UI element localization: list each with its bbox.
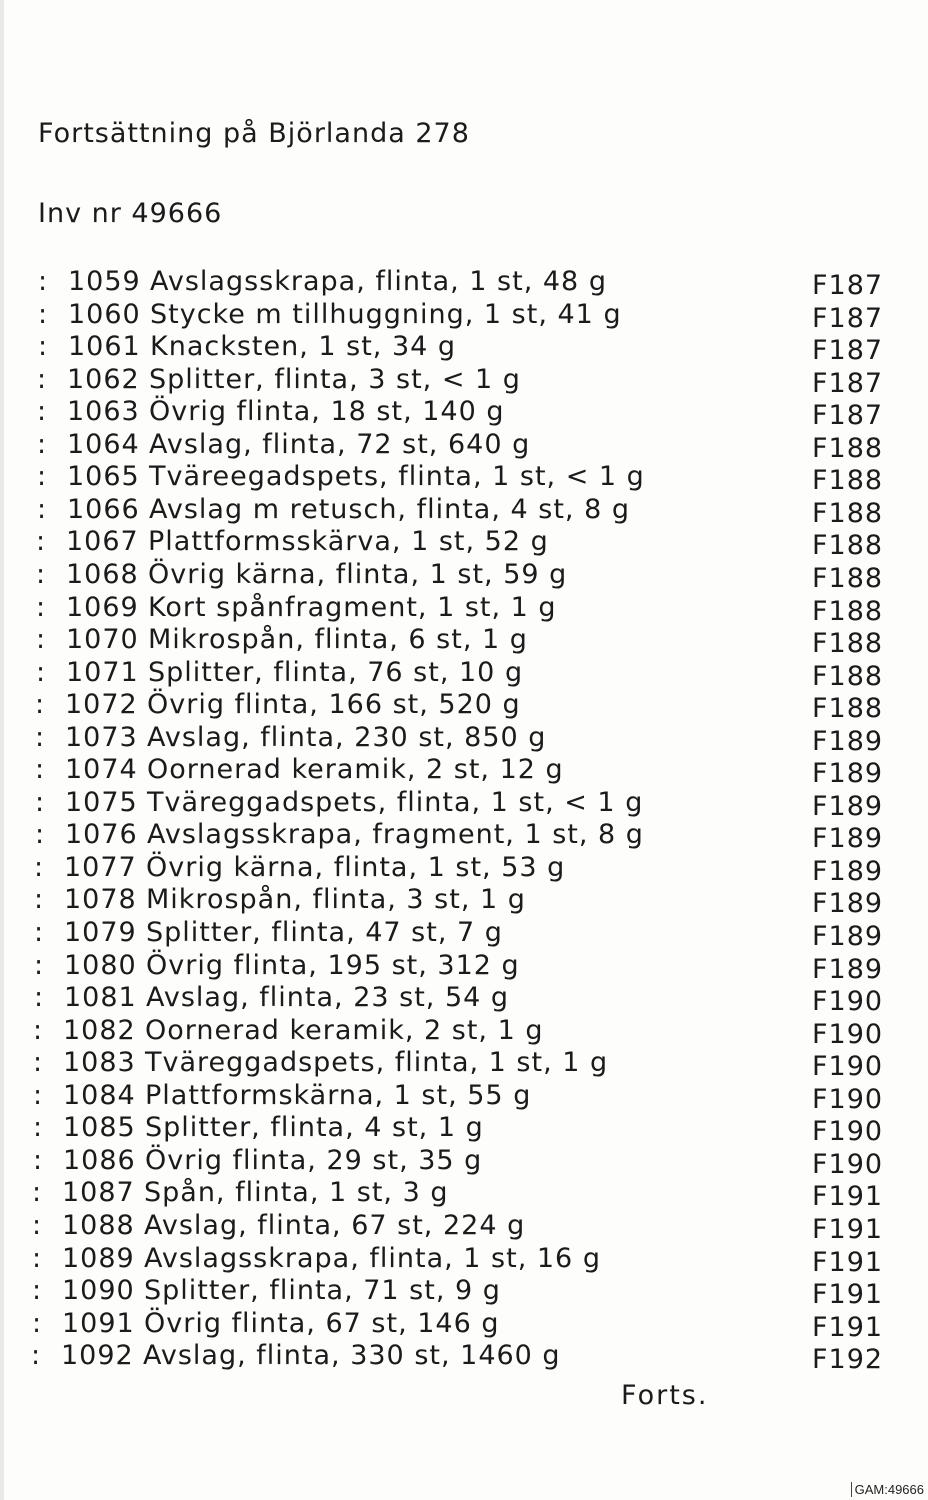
item-number: 1081 [64, 982, 137, 1014]
list-item [38, 331, 898, 367]
list-item [33, 1079, 893, 1115]
list-item [37, 428, 897, 464]
item-number: 1063 [67, 396, 140, 428]
item-colon: : [34, 884, 45, 916]
item-description: Övrig flinta, 195 st, 312 g [146, 949, 520, 981]
item-description: Tväreggadspets, flinta, 1 st, < 1 g [147, 786, 644, 818]
item-find-code: F189 [812, 823, 884, 855]
item-colon: : [36, 558, 47, 590]
item-colon: : [32, 1242, 43, 1274]
page-edge [0, 0, 4, 1500]
item-colon: : [34, 851, 45, 883]
item-number: 1087 [62, 1177, 135, 1209]
item-colon: : [35, 754, 46, 786]
item-find-code: F191 [812, 1246, 884, 1278]
item-description: Mikrospån, flinta, 3 st, 1 g [146, 884, 526, 916]
item-number: 1062 [67, 363, 140, 395]
item-description: Splitter, flinta, 4 st, 1 g [145, 1112, 484, 1144]
item-colon: : [35, 786, 46, 818]
item-find-code: F188 [812, 660, 884, 692]
inventory-number: Inv nr 49666 [38, 198, 223, 229]
continued-note: Forts. [621, 1380, 709, 1411]
list-item [36, 624, 896, 660]
item-number: 1086 [63, 1144, 136, 1176]
list-item [35, 786, 895, 822]
item-description: Avslag, flinta, 72 st, 640 g [149, 428, 531, 460]
item-number: 1078 [64, 884, 137, 916]
item-find-code: F187 [812, 302, 884, 334]
item-colon: : [37, 396, 48, 428]
item-find-code: F191 [812, 1279, 884, 1311]
list-item [34, 851, 894, 887]
list-item [37, 493, 897, 529]
item-find-code: F188 [812, 595, 884, 627]
item-find-code: F191 [812, 1181, 884, 1213]
item-colon: : [32, 1177, 43, 1209]
item-find-code: F189 [812, 953, 884, 985]
list-item [34, 982, 894, 1018]
list-item [36, 526, 896, 562]
item-description: Övrig flinta, 67 st, 146 g [144, 1307, 500, 1339]
item-colon: : [38, 331, 49, 363]
item-number: 1076 [65, 819, 138, 851]
item-find-code: F189 [812, 921, 884, 952]
item-find-code: F190 [812, 1018, 884, 1050]
item-colon: : [36, 624, 47, 656]
item-find-code: F190 [812, 1051, 884, 1083]
item-description: Övrig kärna, flinta, 1 st, 53 g [146, 851, 566, 883]
item-find-code: F192 [812, 1344, 884, 1376]
item-description: Övrig kärna, flinta, 1 st, 59 g [148, 558, 568, 590]
item-colon: : [37, 428, 48, 460]
item-find-code: F189 [812, 758, 884, 790]
item-number: 1090 [62, 1275, 135, 1307]
item-find-code: F188 [812, 562, 884, 594]
item-number: 1067 [66, 526, 139, 558]
archive-stamp: GAM:49666 [851, 1482, 924, 1497]
item-colon: : [32, 1209, 43, 1241]
item-number: 1066 [67, 493, 140, 525]
item-number: 1085 [63, 1112, 136, 1144]
list-item [38, 266, 898, 301]
list-item [37, 461, 897, 497]
item-description: Avslag, flinta, 230 st, 850 g [147, 721, 547, 753]
item-find-code: F191 [812, 1311, 884, 1343]
item-find-code: F187 [812, 367, 884, 399]
item-colon: : [33, 1144, 44, 1176]
item-number: 1065 [67, 461, 140, 493]
item-colon: : [32, 1275, 43, 1307]
item-number: 1061 [68, 331, 141, 363]
item-description: Övrig flinta, 29 st, 35 g [145, 1144, 483, 1176]
item-colon: : [33, 1047, 44, 1079]
item-number: 1082 [63, 1014, 136, 1046]
list-item [35, 689, 895, 725]
item-description: Avslag, flinta, 23 st, 54 g [146, 982, 510, 1014]
item-colon: : [32, 1307, 43, 1339]
list-item [32, 1177, 892, 1213]
item-colon: : [34, 982, 45, 1014]
item-find-code: F188 [812, 530, 884, 562]
item-colon: : [35, 819, 46, 851]
list-item [33, 1047, 893, 1083]
list-item [32, 1242, 892, 1278]
item-colon: : [37, 363, 48, 395]
item-description: Avslag m retusch, flinta, 4 st, 8 g [149, 493, 630, 525]
list-item [37, 396, 897, 432]
list-item [38, 298, 898, 334]
item-colon: : [34, 917, 45, 948]
item-description: Övrig flinta, 166 st, 520 g [147, 689, 521, 721]
item-colon: : [37, 461, 48, 493]
item-find-code: F188 [812, 465, 884, 497]
item-description: Tväreggadspets, flinta, 1 st, 1 g [145, 1047, 609, 1079]
list-item [35, 721, 895, 757]
list-item [32, 1275, 892, 1311]
item-find-code: F190 [812, 1148, 884, 1180]
item-colon: : [36, 526, 47, 558]
item-description: Mikrospån, flinta, 6 st, 1 g [148, 624, 528, 656]
item-description: Avslagsskrapa, flinta, 1 st, 48 g [150, 266, 607, 297]
item-number: 1088 [62, 1209, 135, 1241]
item-description: Tväreegadspets, flinta, 1 st, < 1 g [149, 461, 645, 493]
list-item [33, 1112, 893, 1148]
list-item [33, 1014, 893, 1050]
item-colon: : [31, 1340, 42, 1372]
item-colon: : [34, 949, 45, 981]
item-find-code: F189 [812, 725, 884, 757]
item-description: Oornerad keramik, 2 st, 1 g [145, 1014, 544, 1046]
item-colon: : [38, 298, 49, 330]
item-number: 1059 [68, 266, 141, 297]
item-description: Avslag, flinta, 330 st, 1460 g [143, 1340, 561, 1372]
item-description: Stycke m tillhuggning, 1 st, 41 g [150, 298, 622, 330]
item-find-code: F188 [812, 497, 884, 529]
item-number: 1092 [61, 1340, 134, 1372]
item-number: 1071 [66, 656, 139, 688]
item-colon: : [35, 721, 46, 753]
list-item [32, 1307, 892, 1343]
list-item [34, 917, 894, 952]
item-find-code: F189 [812, 888, 884, 920]
item-number: 1075 [65, 786, 138, 818]
list-item [37, 363, 897, 399]
list-item [31, 1340, 891, 1376]
item-find-code: F188 [812, 432, 884, 464]
item-find-code: F187 [812, 335, 884, 367]
item-colon: : [36, 591, 47, 623]
item-description: Splitter, flinta, 76 st, 10 g [148, 656, 524, 688]
item-description: Avslag, flinta, 67 st, 224 g [144, 1209, 526, 1241]
list-item [33, 1144, 893, 1180]
item-find-code: F190 [812, 1083, 884, 1115]
list-item [32, 1209, 892, 1245]
item-description: Splitter, flinta, 47 st, 7 g [146, 917, 503, 948]
item-number: 1079 [64, 917, 137, 948]
item-number: 1064 [67, 428, 140, 460]
item-find-code: F188 [812, 693, 884, 725]
item-description: Oornerad keramik, 2 st, 12 g [147, 754, 564, 786]
item-find-code: F190 [812, 986, 884, 1018]
item-find-code: F187 [812, 270, 884, 301]
item-number: 1091 [62, 1307, 135, 1339]
document-title: Fortsättning på Björlanda 278 [38, 118, 470, 149]
item-description: Övrig flinta, 18 st, 140 g [149, 396, 505, 428]
item-colon: : [33, 1112, 44, 1144]
list-item [34, 949, 894, 985]
item-description: Plattformsskärva, 1 st, 52 g [148, 526, 549, 558]
item-description: Knacksten, 1 st, 34 g [150, 331, 457, 363]
item-colon: : [36, 656, 47, 688]
list-item [36, 558, 896, 594]
item-find-code: F189 [812, 855, 884, 887]
item-number: 1080 [64, 949, 137, 981]
list-item [35, 754, 895, 790]
item-colon: : [33, 1014, 44, 1046]
item-find-code: F188 [812, 628, 884, 660]
item-colon: : [35, 689, 46, 721]
item-colon: : [37, 493, 48, 525]
item-description: Avslagsskrapa, fragment, 1 st, 8 g [147, 819, 644, 851]
item-number: 1073 [65, 721, 138, 753]
item-number: 1077 [64, 851, 137, 883]
item-find-code: F191 [812, 1213, 884, 1245]
item-number: 1068 [66, 558, 139, 590]
item-find-code: F187 [812, 400, 884, 432]
item-find-code: F190 [812, 1116, 884, 1148]
list-item [34, 884, 894, 920]
item-number: 1083 [63, 1047, 136, 1079]
item-description: Spån, flinta, 1 st, 3 g [144, 1177, 449, 1209]
item-number: 1084 [63, 1079, 136, 1111]
item-find-code: F189 [812, 790, 884, 822]
item-number: 1070 [66, 624, 139, 656]
item-description: Avslagsskrapa, flinta, 1 st, 16 g [144, 1242, 601, 1274]
item-colon: : [33, 1079, 44, 1111]
item-number: 1072 [65, 689, 138, 721]
list-item [36, 656, 896, 692]
item-number: 1069 [66, 591, 139, 623]
item-colon: : [38, 266, 49, 297]
list-item [35, 819, 895, 855]
list-item [36, 591, 896, 627]
item-description: Plattformskärna, 1 st, 55 g [145, 1079, 532, 1111]
item-description: Splitter, flinta, 3 st, < 1 g [149, 363, 521, 395]
item-description: Splitter, flinta, 71 st, 9 g [144, 1275, 501, 1307]
item-number: 1060 [68, 298, 141, 330]
item-number: 1074 [65, 754, 138, 786]
item-description: Kort spånfragment, 1 st, 1 g [148, 591, 557, 623]
item-number: 1089 [62, 1242, 135, 1274]
